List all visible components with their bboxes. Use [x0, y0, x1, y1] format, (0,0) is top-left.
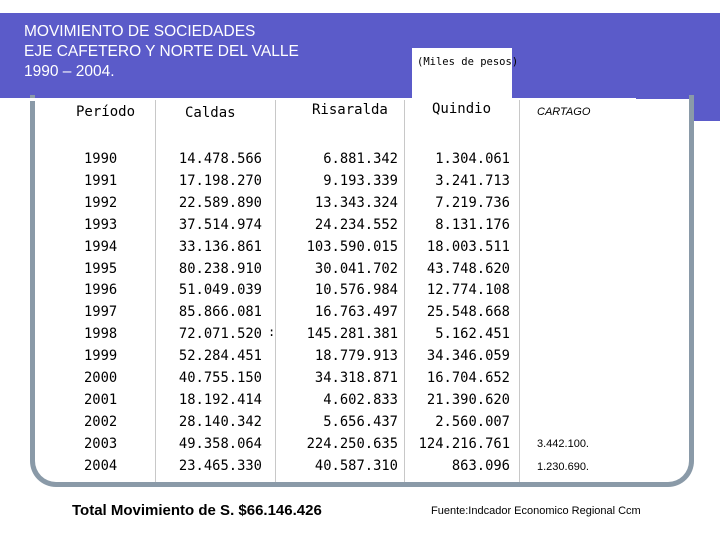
risaralda-cell: 9.193.339 — [323, 172, 398, 189]
year-cell: 2003 — [84, 435, 118, 452]
quindio-cell: 43.748.620 — [426, 260, 510, 277]
column-divider — [519, 100, 520, 482]
risaralda-cell: 34.318.871 — [314, 370, 398, 387]
risaralda-column — [274, 149, 398, 478]
header-periodo: Período — [76, 104, 136, 120]
cartago-value-2004: 1.230.690. — [537, 461, 589, 473]
quindio-cell: 7.219.736 — [435, 194, 510, 211]
year-cell: 1990 — [84, 151, 118, 167]
quindio-cell: 3.241.713 — [435, 172, 510, 189]
risaralda-cell: 5.656.437 — [323, 413, 398, 430]
caldas-cell: 49.358.064 — [178, 435, 262, 452]
quindio-cell: 124.216.761 — [418, 435, 510, 452]
caldas-cell: 37.514.974 — [178, 216, 262, 233]
risaralda-cell: 24.234.552 — [314, 216, 398, 233]
quindio-cell: 863.096 — [451, 457, 510, 474]
years-column — [84, 149, 117, 478]
year-cell: 2001 — [84, 391, 118, 408]
risaralda-cell: 145.281.381 — [306, 326, 398, 343]
source-note: Fuente:Indcador Economico Regional Ccm — [431, 505, 641, 517]
caldas-cell: 28.140.342 — [178, 413, 262, 430]
caldas-cell: 40.755.150 — [178, 370, 262, 387]
column-divider — [155, 100, 156, 482]
year-cell: 1993 — [84, 216, 118, 233]
caldas-cell: 22.589.890 — [178, 194, 262, 211]
quindio-cell: 21.390.620 — [426, 391, 510, 408]
quindio-cell: 18.003.511 — [426, 238, 510, 255]
quindio-cell: 25.548.668 — [426, 304, 510, 321]
year-cell: 1994 — [84, 238, 118, 255]
risaralda-cell: 13.343.324 — [314, 194, 398, 211]
quindio-cell: 34.346.059 — [426, 348, 510, 365]
cartago-value-2003: 3.442.100. — [537, 438, 589, 450]
risaralda-cell: 40.587.310 — [314, 457, 398, 474]
year-cell: 1991 — [84, 172, 118, 189]
risaralda-cell: 18.779.913 — [314, 348, 398, 365]
total-summary: Total Movimiento de S. $66.146.426 — [72, 502, 322, 519]
caldas-cell: 51.049.039 — [178, 282, 262, 299]
quindio-cell: 8.131.176 — [435, 216, 510, 233]
risaralda-cell: 103.590.015 — [306, 238, 398, 255]
risaralda-cell: 30.041.702 — [314, 260, 398, 277]
year-cell: 1995 — [84, 260, 118, 277]
header-risaralda: Risaralda — [312, 102, 388, 118]
header-quindio: Quindio — [432, 101, 492, 117]
quindio-cell: 5.162.451 — [435, 326, 510, 343]
quindio-cell: 1.304.061 — [435, 151, 510, 167]
quindio-cell: 12.774.108 — [426, 282, 510, 299]
caldas-cell: 72.071.520 — [178, 326, 262, 343]
caldas-column — [168, 149, 262, 478]
caldas-cell: 23.465.330 — [178, 457, 262, 474]
caldas-cell: 17.198.270 — [178, 172, 262, 189]
caldas-cell: 52.284.451 — [178, 348, 262, 365]
year-cell: 2002 — [84, 413, 118, 430]
risaralda-cell: 224.250.635 — [306, 435, 398, 452]
risaralda-cell: 10.576.984 — [314, 282, 398, 299]
risaralda-cell: 6.881.342 — [323, 151, 398, 167]
caldas-cell: 18.192.414 — [178, 391, 262, 408]
year-cell: 1999 — [84, 348, 118, 365]
quindio-cell: 16.704.652 — [426, 370, 510, 387]
risaralda-cell: 4.602.833 — [323, 391, 398, 408]
year-cell: 1998 — [84, 326, 118, 343]
caldas-cell: 33.136.861 — [178, 238, 262, 255]
year-cell: 2000 — [84, 370, 118, 387]
risaralda-cell: 16.763.497 — [314, 304, 398, 321]
header-cartago: CARTAGO — [537, 106, 591, 118]
year-cell: 1992 — [84, 194, 118, 211]
slide-title: MOVIMIENTO DE SOCIEDADES EJE CAFETERO Y NORTE DEL VALLE 1990 – 2004. — [24, 23, 299, 80]
stray-mark: : — [268, 325, 276, 339]
caldas-cell: 14.478.566 — [178, 151, 262, 167]
caldas-cell: 85.866.081 — [178, 304, 262, 321]
year-cell: 2004 — [84, 457, 118, 474]
header-caldas: Caldas — [185, 105, 236, 121]
year-cell: 1996 — [84, 282, 118, 299]
year-cell: 1997 — [84, 304, 118, 321]
caldas-cell: 80.238.910 — [178, 260, 262, 277]
quindio-cell: 2.560.007 — [435, 413, 510, 430]
quindio-column — [400, 149, 510, 478]
units-note: (Miles de pesos) — [417, 56, 519, 68]
title-band-right — [690, 13, 720, 121]
